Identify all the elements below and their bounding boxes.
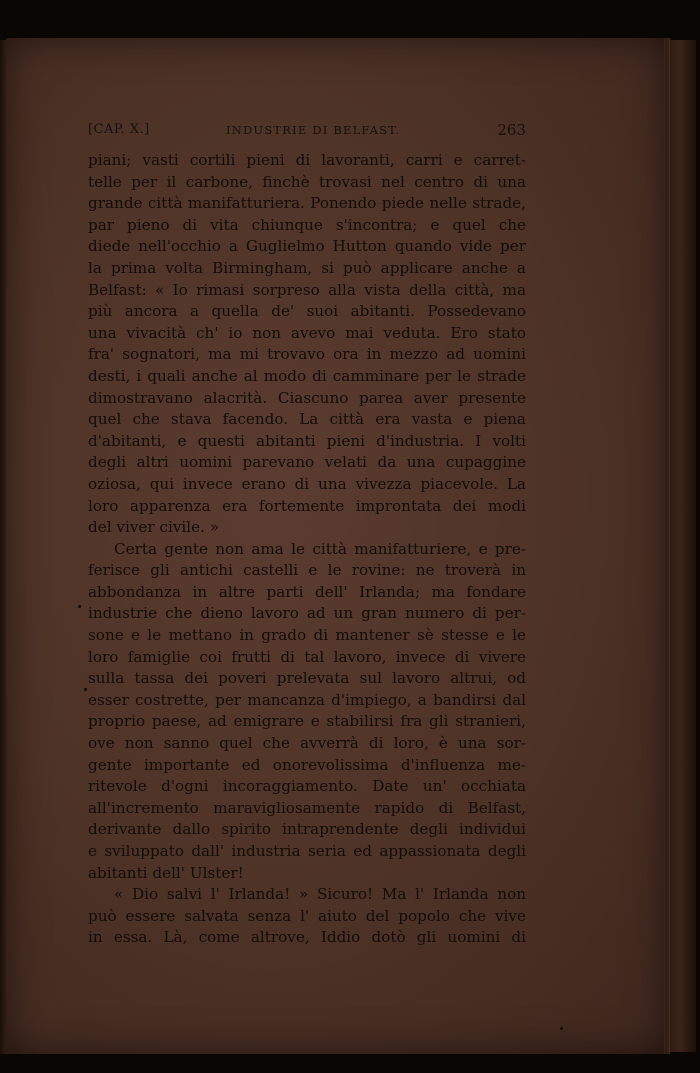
chapter-label: [CAP. X.] xyxy=(88,122,150,137)
text-line: Belfast: « Io rimasi sorpreso alla vista della città, ma xyxy=(88,280,526,299)
text-line: loro famiglie coi frutti di tal lavoro, invece di vivere xyxy=(88,647,526,666)
body-text xyxy=(88,150,526,949)
text-line: desti, i quali anche al modo di camminare per le strade xyxy=(88,366,526,385)
dust-speck xyxy=(560,1027,563,1030)
text-line: sulla tassa dei poveri prelevata sul lavoro altrui, od xyxy=(88,669,526,688)
running-title: INDUSTRIE DI BELFAST. xyxy=(226,123,401,137)
text-line: e sviluppato dall' industria seria ed appassionata degli xyxy=(88,842,526,860)
text-line: degli altri uomini parevano velati da una cupaggine xyxy=(88,453,526,472)
text-line: abitanti dell' Ulster! xyxy=(88,863,244,882)
text-line: derivante dallo spirito intraprendente degli individui xyxy=(88,820,526,839)
text-line: esser costrette, per mancanza d'impiego, a bandirsi dal xyxy=(88,690,526,709)
running-header xyxy=(88,122,526,142)
dust-speck xyxy=(78,605,81,608)
text-line: diede nell'occhio a Guglielmo Hutton quando vide per xyxy=(88,237,526,256)
dust-speck xyxy=(267,6,270,9)
book-fore-edge xyxy=(668,40,696,1052)
text-line: più ancora a quella de' suoi abitanti. Possedevano xyxy=(88,302,526,321)
text-line: par pieno di vita chiunque s'incontra; e quel che xyxy=(88,215,526,234)
text-line: telle per il carbone, finchè trovasi nel centro di una xyxy=(88,172,526,191)
text-line: grande città manifatturiera. Ponendo piede nelle strade, xyxy=(88,194,526,213)
text-line: sone e le mettano in grado di mantener sè stesse e le xyxy=(88,626,526,645)
text-line: proprio paese, ad emigrare e stabilirsi fra gli stranieri, xyxy=(88,712,526,731)
page-right-shadow xyxy=(664,38,670,1054)
text-line: del viver civile. » xyxy=(88,518,220,537)
text-line: all'incremento maravigliosamente rapido di Belfast, xyxy=(88,798,526,817)
text-line: fra' sognatori, ma mi trovavo ora in mezzo ad uomini xyxy=(88,345,526,364)
text-line: ritevole d'ogni incoraggiamento. Date un' occhiata xyxy=(88,777,526,796)
dust-speck xyxy=(84,688,87,691)
text-line: abbondanza in altre parti dell' Irlanda; ma fondare xyxy=(88,582,526,601)
text-line: in essa. Là, come altrove, Iddio dotò gli uomini di xyxy=(88,928,526,947)
text-line: piani; vasti cortili pieni di lavoranti, carri e carret- xyxy=(88,151,526,169)
page-number: 263 xyxy=(497,121,526,139)
text-line: ove non sanno quel che avverrà di loro, è una sor- xyxy=(88,734,526,753)
text-line: una vivacità ch' io non avevo mai veduta. Ero stato xyxy=(88,323,526,342)
text-line: dimostravano alacrità. Ciascuno parea aver presente xyxy=(88,388,526,407)
text-line: industrie che dieno lavoro ad un gran numero di per- xyxy=(88,604,526,623)
text-line: quel che stava facendo. La città era vasta e piena xyxy=(88,410,526,429)
text-line: « Dio salvi l' Irlanda! » Sicuro! Ma l' Irlanda non xyxy=(114,885,526,904)
text-line: oziosa, qui invece erano di una vivezza piacevole. La xyxy=(88,474,526,493)
text-line: Certa gente non ama le città manifatturiere, e pre- xyxy=(114,539,526,558)
text-line: gente importante ed onorevolissima d'influenza me- xyxy=(88,755,526,774)
text-line: può essere salvata senza l' aiuto del popolo che vive xyxy=(88,906,526,925)
text-line: d'abitanti, e questi abitanti pieni d'industria. I volti xyxy=(88,431,526,450)
text-line: ferisce gli antichi castelli e le rovine: ne troverà in xyxy=(88,561,526,580)
text-line: la prima volta Birmingham, si può applicare anche a xyxy=(88,258,526,277)
text-line: loro apparenza era fortemente improntata dei modi xyxy=(88,496,526,515)
